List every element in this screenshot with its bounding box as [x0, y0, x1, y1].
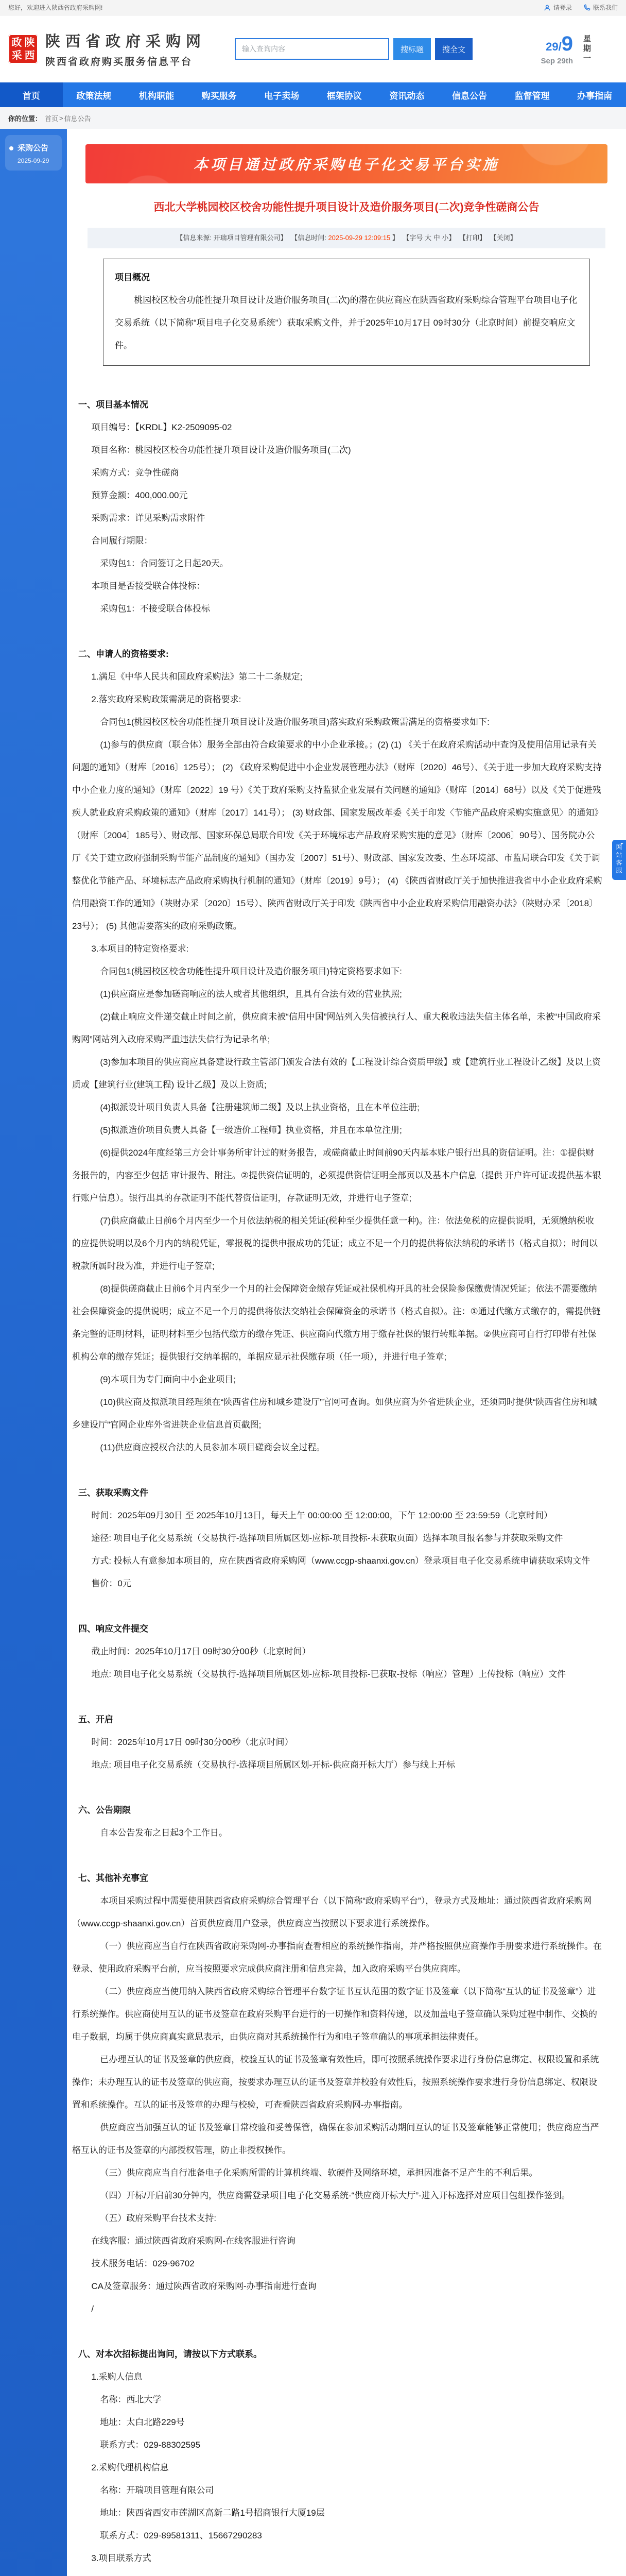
- paragraph: (9)本项目为专门面向中小企业项目;: [100, 1375, 236, 1384]
- section-heading: 五、开启: [78, 1715, 113, 1724]
- paragraph: 项目编号：【KRDL】K2-2509095-02: [91, 422, 232, 432]
- sidebar: [0, 129, 67, 2576]
- nav: [0, 82, 626, 107]
- paragraph: 已办理互认的证书及签章的供应商，校验互认的证书及签章有效性后，即可按照系统操作要求进行身份信息绑定、权限设置和系统操作；未办理互认的证书及签章的供应商，按要求办理互认的证书及签章并校验有效性后，按照系统操作要求进行身份信息绑定、权限设置和系统操作。互认的证书及签章的办理与校验，可查看陕西省政府采购网-办事指南。: [72, 2055, 599, 2110]
- section-heading: 八、对本次招标提出询问，请按以下方式联系。: [78, 2349, 262, 2359]
- paragraph: (5)拟派造价项目负责人具备【一级造价工程师】执业资格，并且在本单位注册;: [100, 1125, 402, 1135]
- paragraph: 2.采购代理机构信息: [91, 2463, 169, 2472]
- search-input[interactable]: [235, 38, 389, 60]
- paragraph: 名称：西北大学: [100, 2395, 162, 2404]
- paragraph: 联系方式：029-88302595: [100, 2440, 201, 2450]
- page-layout: [0, 129, 626, 2576]
- banner-text: 本项目通过政府采购电子化交易平台实施: [193, 157, 499, 173]
- paragraph: 方式: 投标人有意参加本项目的，应在陕西省政府采购网（www.ccgp-shaanxi.gov.cn）登录项目电子化交易系统申请获取采购文件: [91, 1556, 590, 1566]
- section-heading: 二、申请人的资格要求:: [78, 649, 169, 659]
- paragraph: 采购包1：合同签订之日起20天。: [100, 558, 229, 568]
- paragraph: （二）供应商应当使用纳入陕西省政府采购综合管理平台数字证书互认范围的数字证书及签章（以下简称“互认的证书及签章”）进行系统操作。供应商使用互认的证书及签章在政府采购平台进行的一切操作和资料传递，以及加盖电子签章确认采购过程中制作、交换的电子数据，均属于供应商真实意思表示，由供应商对其系统操作行为和电子签章确认的事项承担法律责任。: [72, 1987, 597, 2042]
- paragraph: (8)提供磋商截止日前6个月内至少一个月的社会保障资金缴存凭证或社保机构开具的社会保险参保缴费情况凭证；依法不需要缴纳社会保障资金的提供说明；成立不足一个月的提供将依法交纳社会保障资金的承诺书（格式自拟）。注：①通过代缴方式缴存的，需提供链条完整的证明材料，证明材料至少包括代缴方的缴存凭证、供应商向代缴方用于缴存社保的银行转账单据。②供应商可自行打印带有社保机构公章的缴存凭证；提供银行交纳单据的，单据应显示社保缴存项（任一项），并进行电子签章;: [72, 1284, 601, 1362]
- paragraph: (3)参加本项目的供应商应具备建设行政主管部门颁发合法有效的【工程设计综合资质甲级】或【建筑行业工程设计乙级】及以上资质或【建筑行业(建筑工程) 设计乙级】及以上资质;: [72, 1057, 601, 1090]
- nav-item-8[interactable]: 监督管理: [514, 91, 550, 101]
- paragraph: 自本公告发布之日起3个工作日。: [100, 1828, 228, 1838]
- paragraph: 本项目采购过程中需要使用陕西省政府采购综合管理平台（以下简称“政府采购平台”），登录方式及地址：通过陕西省政府采购网（www.ccgp-shaanxi.gov.cn）首页供应商用户登录，供应商应当按照以下要求进行系统操作。: [72, 1896, 592, 1928]
- paragraph: 采购需求：详见采购需求附件: [91, 513, 205, 523]
- weekday-label: 星期一: [582, 34, 591, 64]
- nav-item-2[interactable]: 机构职能: [138, 91, 174, 101]
- paragraph: 名称：开瑞项目管理有限公司: [100, 2485, 214, 2495]
- paragraph: 1.采购人信息: [91, 2372, 143, 2382]
- paragraph: 时间：2025年10月17日 09时30分00秒（北京时间）: [91, 1737, 293, 1747]
- info-source: 【信息来源: 开瑞项目管理有限公司】: [176, 234, 287, 242]
- breadcrumb: [0, 107, 626, 129]
- nav-item-9[interactable]: 办事指南: [577, 91, 613, 101]
- paragraph: （五）政府采购平台技术支持:: [100, 2213, 217, 2223]
- welcome-text: 您好，欢迎进入陕西省政府采购网!: [8, 4, 103, 11]
- paragraph: （三）供应商应当自行准备电子化采购所需的计算机终端、软硬件及网络环境，承担因准备不足产生的不利后果。: [100, 2168, 538, 2178]
- nav-item-1[interactable]: 政策法规: [76, 91, 112, 101]
- paragraph: 2.落实政府采购政策需满足的资格要求:: [91, 694, 241, 704]
- font-size-large[interactable]: 大: [425, 234, 432, 242]
- paragraph: 项目名称：桃园校区校舍功能性提升项目设计及造价服务项目(二次): [91, 445, 351, 455]
- article-body: [67, 366, 626, 2576]
- sidebar-item-procurement-notice[interactable]: [5, 135, 62, 171]
- nav-item-5[interactable]: 框架协议: [326, 91, 362, 101]
- nav-item-0[interactable]: 首页: [0, 82, 63, 107]
- section-heading: 四、响应文件提交: [78, 1624, 148, 1634]
- main-content: [67, 129, 626, 2576]
- paragraph: 地点: 项目电子化交易系统（交易执行-选择项目所属区划-应标-项目投标-已获取-投标（响应）管理）上传投标（响应）文件: [91, 1669, 566, 1679]
- site-logo: 政 陕 采 西: [8, 34, 38, 64]
- paragraph: (11)供应商应授权合法的人员参加本项目磋商会议全过程。: [100, 1443, 325, 1452]
- paragraph: 联系方式：029-89581311、15667290283: [100, 2531, 262, 2540]
- paragraph: 采购方式：竞争性磋商: [91, 468, 179, 478]
- header: [0, 15, 626, 82]
- paragraph: 地址：太白北路229号: [100, 2417, 185, 2427]
- site-brand: [45, 30, 206, 68]
- nav-item-4[interactable]: 电子卖场: [264, 91, 300, 101]
- paragraph: 合同包1(桃园校区校舍功能性提升项目设计及造价服务项目)落实政府采购政策需满足的资格要求如下:: [100, 717, 490, 727]
- paragraph: (7)供应商截止日前6个月内至少一个月依法纳税的相关凭证(税种至少提供任意一种)。注：依法免税的应提供说明，无须缴纳税收的应提供说明以及6个月内的纳税凭证，零报税的提供申报成功的凭证；成立不足一个月的提供将依法纳税的承诺书（格式自拟）；时间以税款所属时段为准，并进行电子签章;: [72, 1216, 598, 1271]
- paragraph: (6)提供2024年度经第三方会计事务所审计过的财务报告，或磋商截止时间前90天内基本账户银行出具的资信证明。注：①提供财务报告的，内容至少包括 审计报告、附注。②提供资信证明的，必须提供资信证明全部页以及基本户信息（提供 开户许可证或提供基本银行账户信息）。银行出具的存款证明不能代替资信证明，存款证明无效，并进行电子签章;: [72, 1148, 601, 1203]
- site-subtitle: 陕西省政府购买服务信息平台: [45, 57, 193, 67]
- paragraph: 售价：0元: [91, 1579, 131, 1588]
- paragraph: (4)拟派设计项目负责人具备【注册建筑师二级】及以上执业资格，且在本单位注册;: [100, 1103, 420, 1112]
- login-link[interactable]: 请登录: [544, 3, 572, 12]
- nav-item-7[interactable]: 信息公告: [451, 91, 487, 101]
- floating-service-tab[interactable]: [612, 840, 626, 880]
- paragraph: 3.本项目的特定资格要求:: [91, 944, 189, 954]
- paragraph: 地点: 项目电子化交易系统（交易执行-选择项目所属区划-开标-供应商开标大厅）参与线上开标: [91, 1760, 455, 1770]
- paragraph: （四）开标/开启前30分钟内，供应商需登录项目电子化交易系统-“供应商开标大厅”-进入开标选择对应项目包组操作签到。: [100, 2191, 570, 2200]
- close-button[interactable]: 【关闭】: [490, 234, 517, 242]
- date-widget: [541, 32, 618, 65]
- paragraph: 3.项目联系方式: [91, 2553, 151, 2563]
- date-english: Sep 29th: [541, 57, 573, 65]
- paragraph: 时间：2025年09月30日 至 2025年10月13日，每天上午 00:00:00 至 12:00:00，下午 12:00:00 至 23:59:59（北京时间）: [91, 1511, 553, 1520]
- paragraph: (2)截止响应文件递交截止时间之前，供应商未被“信用中国”网站列入失信被执行人、重大税收违法失信主体名单，未被“中国政府采购网”网站列入政府采购严重违法失信行为记录名单;: [72, 1012, 601, 1044]
- breadcrumb-separator: >: [59, 114, 63, 122]
- paragraph: 技术服务电话：029-96702: [91, 2259, 195, 2268]
- paragraph: /: [91, 2304, 94, 2314]
- phone-icon: [583, 4, 590, 11]
- paragraph: [72, 2570, 602, 2576]
- paragraph: 途径: 项目电子化交易系统（交易执行-选择项目所属区划-应标-项目投标-未获取页面）选择本项目报名参与并获取采购文件: [91, 1533, 563, 1543]
- breadcrumb-current-link[interactable]: 信息公告: [64, 114, 91, 123]
- paragraph: CA及签章服务：通过陕西省政府采购网-办事指南进行查询: [91, 2281, 317, 2291]
- paragraph: 在线客服：通过陕西省政府采购网-在线客服进行咨询: [91, 2236, 296, 2246]
- paragraph: 本项目是否接受联合体投标：: [91, 581, 205, 591]
- paragraph: (1)供应商应是参加磋商响应的法人或者其他组织，且具有合法有效的营业执照;: [100, 989, 402, 999]
- section-heading: 一、项目基本情况: [78, 400, 148, 410]
- section-heading: 三、获取采购文件: [78, 1488, 148, 1498]
- paragraph: 合同包1(桃园校区校舍功能性提升项目设计及造价服务项目)特定资格要求如下:: [100, 967, 402, 976]
- topbar: [0, 0, 626, 15]
- overview-text: 桃园校区校舍功能性提升项目设计及造价服务项目(二次)的潜在供应商应在陕西省政府采购综合管理平台项目电子化交易系统（以下简称“项目电子化交易系统”）获取采购文件，并于2025年10月17日 09时30分（北京时间）前提交响应文件。: [115, 295, 578, 350]
- paragraph: 地址：陕西省西安市莲湖区高新二路1号招商银行大厦19层: [100, 2508, 325, 2518]
- date-numbers: 29/9 Sep 29th: [541, 32, 573, 65]
- site-title: 陕西省政府采购网: [45, 33, 206, 50]
- paragraph: 采购包1：不接受联合体投标: [100, 604, 210, 614]
- paragraph: 供应商应当加强互认的证书及签章日常校验和妥善保管，确保在参加采购活动期间互认的证书及签章能够正常使用；供应商应当严格互认的证书及签章的内部授权管理，防止非授权操作。: [72, 2123, 599, 2155]
- topbar-right: [544, 3, 618, 12]
- search-title-button[interactable]: 搜标题: [393, 38, 431, 60]
- font-size-small[interactable]: 小: [442, 234, 449, 242]
- paragraph: (10)供应商及拟派项目经理须在“陕西省住房和城乡建设厅”官网可查询。如供应商为外省进陕企业，还须同时提供“陕西省住房和城乡建设厅”官网企业库外省进陕企业信息首页截图;: [72, 1397, 597, 1430]
- paragraph: （一）供应商应当自行在陕西省政府采购网-办事指南查看相应的系统操作指南，并严格按照供应商操作手册要求进行系统操作。在登录、使用政府采购平台前，应当按照要求完成供应商注册和信息完善，加入政府采购平台供应商库。: [72, 1941, 602, 1974]
- paragraph: 截止时间：2025年10月17日 09时30分00秒（北京时间）: [91, 1647, 311, 1656]
- paragraph: 预算金额：400,000.00元: [91, 490, 188, 500]
- section-heading: 六、公告期限: [78, 1805, 131, 1815]
- breadcrumb-label: 你的位置：: [8, 114, 42, 123]
- breadcrumb-home-link[interactable]: 首页: [45, 114, 59, 123]
- floating-service-label: 网站客服: [615, 844, 622, 875]
- print-button[interactable]: 【打印】: [459, 234, 486, 242]
- search-fulltext-button[interactable]: 搜全文: [435, 38, 473, 60]
- font-size-control: 【字号 大 中 小】: [403, 234, 456, 242]
- section-heading: 七、其他补充事宜: [78, 1873, 148, 1883]
- nav-item-3[interactable]: 购买服务: [201, 91, 237, 101]
- paragraph: (1)参与的供应商（联合体）服务全部由符合政策要求的中小企业承接。；(2) (1) 《关于在政府采购活动中查询及使用信用记录有关问题的通知》（财库〔2016〕125号）； (2) 《政府采购促进中小企业发展管理办法》（财库〔2020〕46号）、《关于进一步加大政府采购支持中小企业力度的通知》（财库〔2022〕19 号）《关于政府采购支持监狱企业发展有关问题的通知》（财库〔2014〕68号）以及《关于促进残疾人就业政府采购政策的通知》（财库〔2017〕141号）； (3) 财政部、国家发展改革委《关于印发〈节能产品政府采购实施意见〉的通知》（财库〔2004〕185号）、财政部、国家环保总局联合印发《关于环境标志产品政府采购实施的意见》（财库〔2006〕90号）、国务院办公厅《关于建立政府强制采购节能产品制度的通知》（国办发〔2007〕51号）、财政部、国家发改委、生态环境部、市监局联合印发《关于调整优化节能产品、环境标志产品政府采购执行机制的通知》（财库〔2019〕9号）； (4) 《陕西省财政厅关于加快推进我省中小企业政府采购信用融资工作的通知》（陕财办采〔2020〕15号）、陕西省财政厅关于印发《陕西省中小企业政府采购信用融资办法》（陕财办采〔2018〕23号）； (5) 其他需要落实的政府采购政策。: [72, 740, 602, 931]
- font-size-medium[interactable]: 中: [433, 234, 440, 242]
- e-trading-banner: [85, 144, 607, 183]
- contact-link[interactable]: 联系我们: [583, 3, 618, 12]
- nav-item-6[interactable]: 资讯动态: [389, 91, 425, 101]
- bullet-dot-icon: [9, 146, 13, 150]
- article-title: 西北大学桃园校区校舍功能性提升项目设计及造价服务项目(二次)竞争性磋商公告: [153, 201, 540, 213]
- paragraph: 合同履行期限：: [91, 536, 153, 546]
- info-time-value: 2025-09-29 12:09:15: [328, 234, 391, 242]
- sidebar-item-date: 2025-09-29: [18, 157, 49, 164]
- article-meta-bar: [88, 228, 605, 248]
- user-icon: [544, 4, 551, 11]
- info-time: 【信息时间: 2025-09-29 12:09:15 】: [291, 234, 399, 242]
- overview-heading: 项目概况: [115, 273, 150, 282]
- search-bar: [235, 38, 473, 60]
- sidebar-item-label: 采购公告: [18, 144, 49, 152]
- paragraph: 1.满足《中华人民共和国政府采购法》第二十二条规定;: [91, 672, 303, 682]
- project-overview-box: [103, 259, 590, 366]
